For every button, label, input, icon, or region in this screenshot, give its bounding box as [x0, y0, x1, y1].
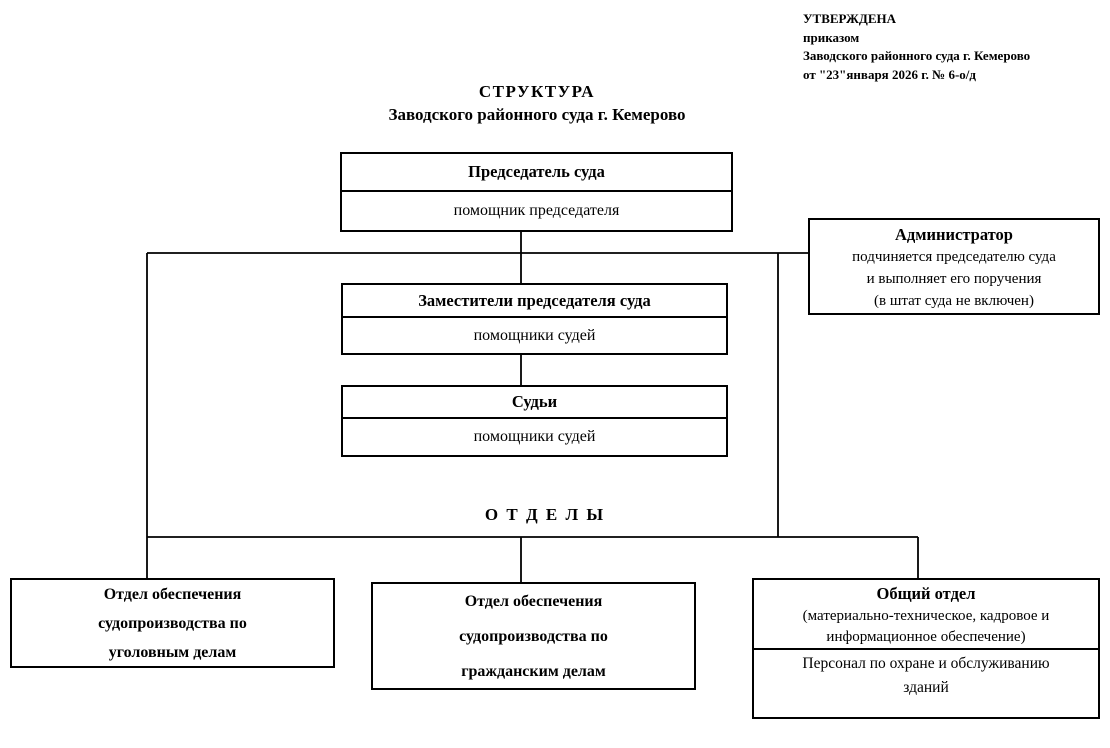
- civil-dept-line: судопроизводства по: [459, 627, 608, 645]
- approval-block: [803, 10, 1103, 84]
- approval-line: Заводского районного суда г. Кемерово: [803, 48, 1031, 63]
- civil-dept-box: [371, 582, 696, 690]
- page-title-line2: Заводского районного суда г. Кемерово: [388, 105, 686, 124]
- general-dept-note-line: (материально-техническое, кадровое и: [802, 608, 1050, 624]
- approval-line: приказом: [803, 29, 860, 45]
- criminal-dept-line: судопроизводства по: [98, 614, 247, 632]
- judges-title: Судьи: [343, 387, 726, 419]
- page-title: [187, 80, 887, 126]
- deputies-assistants: помощники судей: [473, 326, 596, 344]
- general-dept-note-line: информационное обеспечение): [826, 629, 1026, 645]
- general-dept-box: [752, 578, 1100, 719]
- administrator-box: [808, 218, 1100, 315]
- general-dept-title: Общий отдел: [876, 584, 976, 603]
- departments-label: О Т Д Е Л Ы: [484, 505, 606, 524]
- approval-line: от "23"января 2026 г. № 6-о/д: [803, 66, 976, 82]
- criminal-dept-line: уголовным делам: [108, 643, 237, 661]
- general-dept-staff-line: зданий: [903, 679, 949, 696]
- deputies-box: [341, 283, 728, 355]
- chairman-box: [340, 152, 733, 232]
- deputies-title: Заместители председателя суда: [343, 285, 726, 318]
- general-dept-staff-section: [754, 650, 1098, 700]
- judges-assistants: помощники судей: [473, 428, 596, 445]
- general-dept-top-section: [754, 580, 1098, 650]
- administrator-note-line: (в штат суда не включен): [874, 293, 1034, 309]
- civil-dept-line: гражданским делам: [461, 662, 606, 680]
- criminal-dept-box: [10, 578, 335, 668]
- general-dept-staff-line: Персонал по охране и обслуживанию: [802, 655, 1050, 672]
- chairman-assistant: помощник председателя: [453, 202, 620, 219]
- administrator-note-line: и выполняет его поручения: [866, 271, 1042, 287]
- civil-dept-line: Отдел обеспечения: [464, 592, 603, 610]
- administrator-note-line: подчиняется председателю суда: [852, 249, 1056, 265]
- administrator-title: Администратор: [895, 225, 1013, 244]
- criminal-dept-line: Отдел обеспечения: [103, 585, 242, 603]
- judges-box: [341, 385, 728, 457]
- page-title-line1: СТРУКТУРА: [478, 82, 596, 101]
- chairman-title: Председатель суда: [342, 154, 731, 192]
- approval-line: УТВЕРЖДЕНА: [803, 11, 897, 26]
